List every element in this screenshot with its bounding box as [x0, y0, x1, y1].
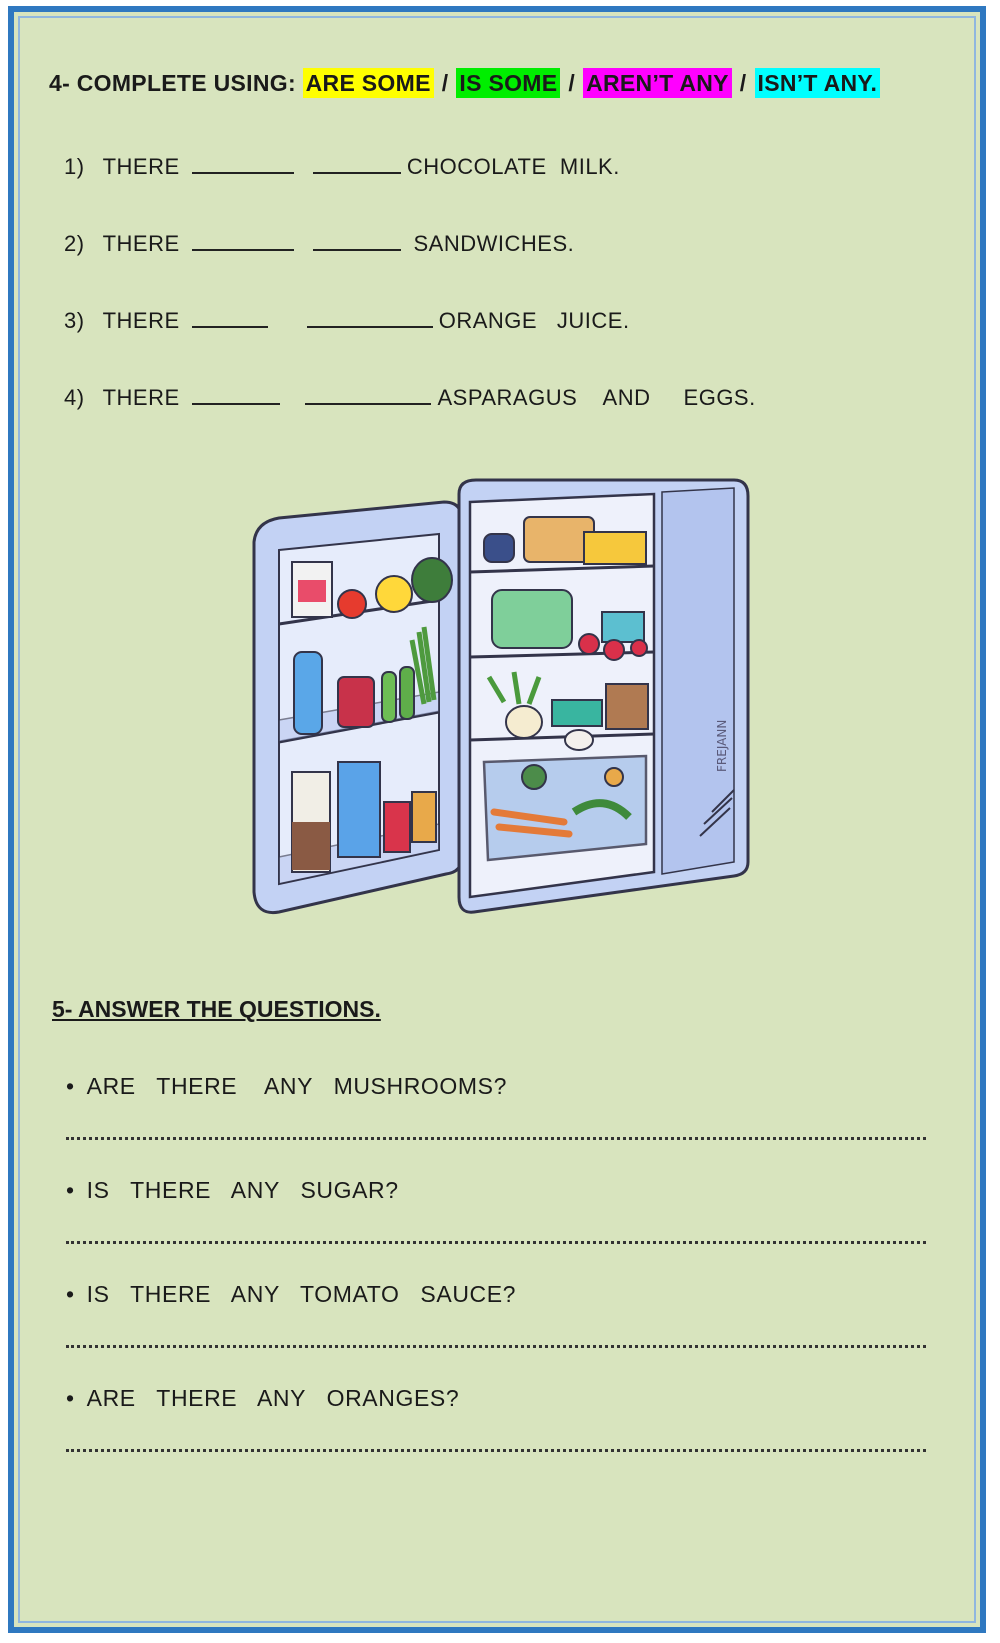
item-end: ASPARAGUS AND EGGS. — [437, 385, 756, 410]
item-start: THERE — [102, 231, 180, 256]
bullet: • — [66, 1385, 75, 1411]
answer-line-1[interactable] — [66, 1137, 926, 1140]
blank-verb[interactable] — [192, 229, 294, 251]
item-number: 2) — [64, 231, 85, 256]
item-start: THERE — [102, 308, 180, 333]
answer-line-3[interactable] — [66, 1345, 926, 1348]
artist-signature: FREJANN — [715, 719, 729, 772]
question-text: IS THERE ANY TOMATO SAUCE? — [86, 1281, 517, 1307]
option-is-some: IS SOME — [456, 68, 560, 98]
question-text: ARE THERE ANY ORANGES? — [86, 1385, 460, 1411]
item-end: CHOCOLATE MILK. — [406, 154, 620, 179]
fridge-body — [459, 480, 748, 912]
open-fridge-icon — [234, 472, 794, 952]
blank-quantifier[interactable] — [313, 152, 401, 174]
exercise-item-3 — [64, 306, 630, 334]
exercise-item-4 — [64, 383, 756, 411]
blank-quantifier[interactable] — [313, 229, 401, 251]
item-number: 1) — [64, 154, 85, 179]
question-2 — [66, 1177, 399, 1204]
answer-line-4[interactable] — [66, 1449, 926, 1452]
item-number: 4) — [64, 385, 85, 410]
item-end: SANDWICHES. — [413, 231, 575, 256]
bullet: • — [66, 1073, 75, 1099]
blank-verb[interactable] — [192, 306, 268, 328]
blank-quantifier[interactable] — [305, 383, 431, 405]
worksheet-page — [8, 6, 986, 1633]
separator: / — [441, 70, 449, 96]
exercise-item-2 — [64, 229, 574, 257]
item-number: 3) — [64, 308, 85, 333]
blank-verb[interactable] — [192, 152, 294, 174]
bullet: • — [66, 1281, 75, 1307]
section-4-prefix: 4- COMPLETE USING: — [49, 70, 296, 96]
option-arent-any: AREN’T ANY — [583, 68, 732, 98]
answer-line-2[interactable] — [66, 1241, 926, 1244]
question-text: IS THERE ANY SUGAR? — [86, 1177, 399, 1203]
section-4-title — [49, 70, 880, 97]
question-1 — [66, 1073, 507, 1100]
separator: / — [739, 70, 747, 96]
question-3 — [66, 1281, 516, 1308]
exercise-item-1 — [64, 152, 620, 180]
item-start: THERE — [102, 385, 180, 410]
blank-verb[interactable] — [192, 383, 280, 405]
question-text: ARE THERE ANY MUSHROOMS? — [86, 1073, 507, 1099]
fridge-door — [254, 502, 462, 913]
item-start: THERE — [102, 154, 180, 179]
option-are-some: ARE SOME — [303, 68, 434, 98]
blank-quantifier[interactable] — [307, 306, 433, 328]
item-end: ORANGE JUICE. — [438, 308, 630, 333]
question-4 — [66, 1385, 459, 1412]
section-5-title: 5- ANSWER THE QUESTIONS. — [52, 996, 381, 1022]
bullet: • — [66, 1177, 75, 1203]
option-isnt-any: ISN’T ANY. — [755, 68, 881, 98]
separator: / — [568, 70, 576, 96]
